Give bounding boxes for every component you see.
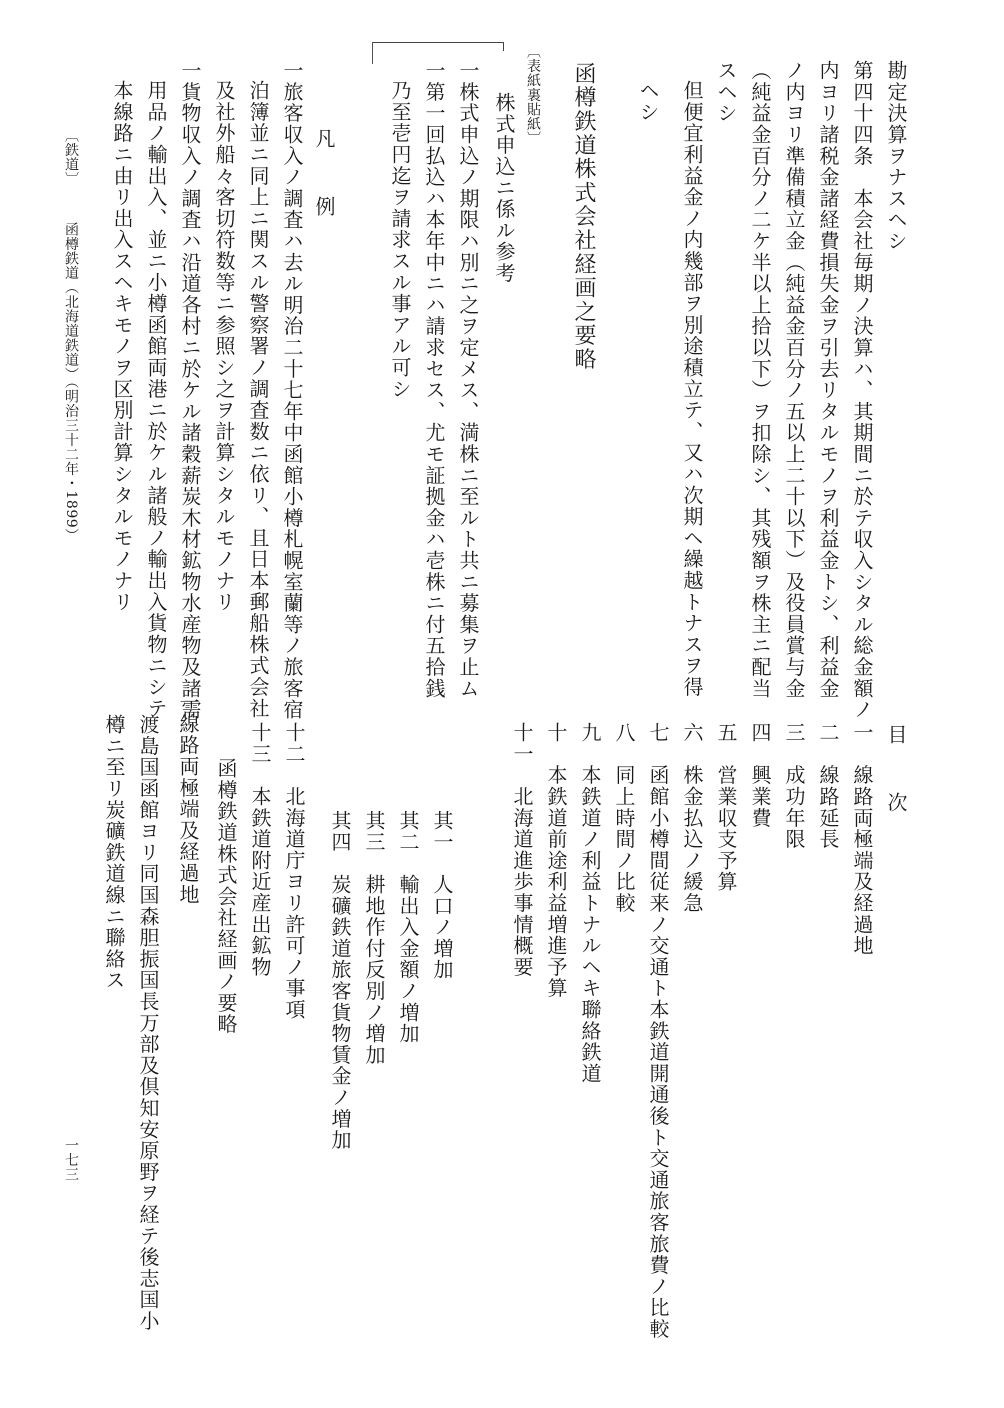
toc-item-6: 六 株金払込ノ緩急 — [680, 722, 704, 914]
toc-item-9: 九 本鉄道ノ利益トナルヘキ聯絡鉄道 — [578, 722, 602, 1085]
footer-source: 函樽鉄道（北海道鉄道）（明治三十二年・1899） — [63, 222, 79, 543]
upper-line-5: スヘシ — [714, 60, 738, 124]
prospectus-line-1: 一第一回払込ハ本年中ニハ請求セス、尤モ証拠金ハ壱株ニ付五拾銭 — [422, 60, 446, 699]
upper-line-1: 第四十四条 本会社毎期ノ決算ハ、其期間ニ於テ収入シタル総金額ノ — [850, 60, 874, 721]
upper-line-7: ヘシ — [636, 80, 660, 123]
toc-item-prospectus: 函樽鉄道株式会社経画ノ要略 — [214, 758, 238, 1035]
upper-line-0: 勘定決算ヲナスヘシ — [884, 60, 908, 252]
hanrei-line-2: 及社外船々客切符数等ニ参照シ之ヲ計算シタルモノナリ — [212, 80, 236, 613]
hanrei-line-0: 一旅客収入ノ調査ハ去ル明治二十七年中函館小樽札幌室蘭等ノ旅客宿 — [280, 60, 304, 721]
toc-item-2: 二 線路延長 — [816, 722, 840, 850]
toc-item-11: 十一 北海道進歩事情概要 — [510, 722, 534, 978]
toc-item-4: 四 興業費 — [748, 722, 772, 829]
note-bracket-stem — [372, 42, 373, 64]
hanrei-line-5: 本線路ニ由リ出入スヘキモノヲ区別計算シタルモノナリ — [110, 80, 134, 613]
hanrei-heading: 凡 例 — [312, 128, 336, 230]
toc-heading: 目 次 — [884, 724, 908, 826]
toc-item-7: 七 函館小樽間従来ノ交通ト本鉄道開通後ト交通旅客旅費ノ比較 — [646, 722, 670, 1340]
upper-line-6: 但便宜利益金ノ内幾部ヲ別途積立テ、又ハ次期ヘ繰越トナスヲ得 — [680, 80, 704, 698]
hanrei-line-1: 泊簿並ニ同上ニ関スル警察署ノ調査数ニ依リ、且日本郵船株式会社 — [246, 80, 270, 719]
toc-item-3: 三 成功年限 — [782, 722, 806, 850]
section-one-line-0: 渡島国函館ヨリ同国森胆振国長万部及倶知安原野ヲ経テ後志国小 — [136, 714, 160, 1332]
toc-item-10: 十 本鉄道前途利益増進予算 — [544, 722, 568, 999]
toc-sub-3: 其三 耕地作付反別ノ増加 — [362, 810, 386, 1066]
ref-heading: 株式申込ニ係ル参考 — [492, 92, 516, 284]
upper-line-2: 内ヨリ諸税金諸経費損失金ヲ引去リタルモノヲ利益金トシ、利益金 — [816, 60, 840, 699]
page-number: 一七三 — [63, 1138, 79, 1182]
upper-line-3: ノ内ヨリ準備積立金（純益金百分ノ五以上二十以下）及役員賞与金 — [782, 60, 806, 699]
section-one-heading: 一線路両極端及経過地 — [176, 692, 200, 905]
toc-item-1: 一 線路両極端及経過地 — [850, 722, 874, 957]
toc-sub-4: 其四 炭礦鉄道旅客貨物賃金ノ増加 — [328, 810, 352, 1151]
footer-series: 〔鉄道〕 — [63, 128, 79, 186]
hanrei-line-4: 用品ノ輸出入、並ニ小樽函館両港ニ於ケル諸般ノ輸出入貨物ニシテ — [144, 80, 168, 719]
hanrei-line-3: 一貨物収入ノ調査ハ沿道各村ニ於ケル諸穀薪炭木材鉱物水産物及諸需 — [178, 60, 202, 721]
upper-line-4: （純益金百分ノ二ケ半以上拾以下）ヲ扣除シ、其残額ヲ株主ニ配当 — [748, 60, 772, 699]
section-one-line-1: 樽ニ至リ炭礦鉄道線ニ聯絡ス — [102, 714, 126, 991]
toc-item-13: 十三 本鉄道附近産出鉱物 — [248, 722, 272, 978]
toc-item-12: 十二 北海道庁ヨリ許可ノ事項 — [282, 722, 306, 1021]
prospectus-line-2: 乃至壱円迄ヲ請求スル事アル可シ — [388, 80, 412, 400]
prospectus-line-0: 一株式申込ノ期限ハ別ニ之ヲ定メス、満株ニ至ルト共ニ募集ヲ止ム — [456, 60, 480, 699]
prospectus-title: 函樽鉄道株式会社経画之要略 — [571, 62, 596, 372]
note-bracket — [372, 42, 504, 51]
toc-item-5: 五 営業収支予算 — [714, 722, 738, 893]
toc-item-8: 八 同上時間ノ比較 — [612, 722, 636, 914]
toc-sub-2: 其二 輸出入金額ノ増加 — [396, 810, 420, 1045]
prospectus-note: 〔表紙裏貼紙〕 — [525, 44, 541, 146]
toc-sub-1: 其一 人口ノ増加 — [430, 810, 454, 981]
